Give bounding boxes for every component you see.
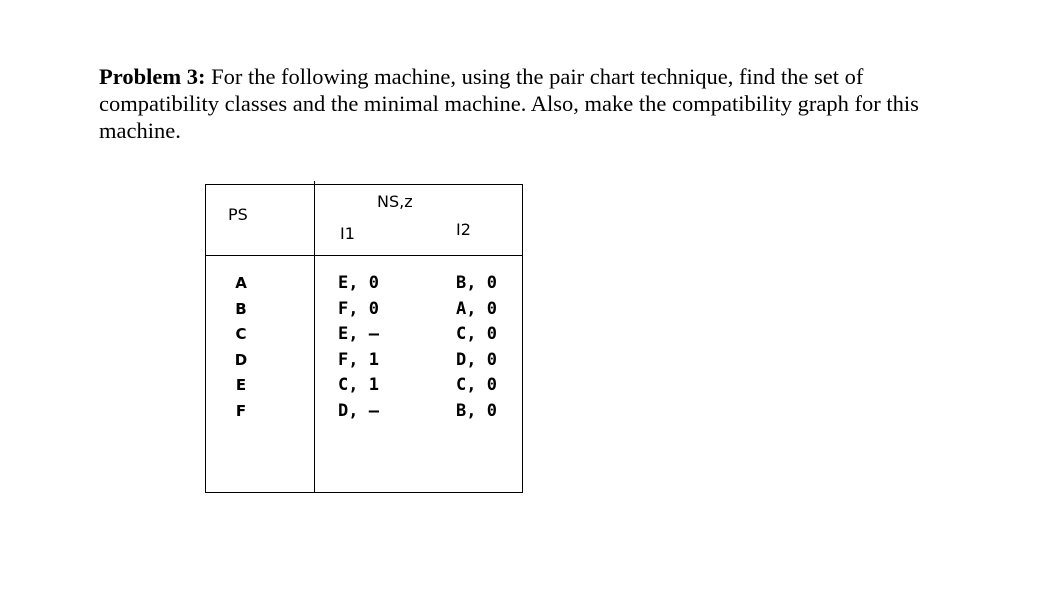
table-row-ps: C — [235, 325, 247, 344]
table-cell-i2: B, 0 — [456, 400, 497, 421]
i2-column — [456, 271, 497, 425]
header-ps: PS — [228, 205, 248, 224]
table-cell-i2: A, 0 — [456, 298, 497, 319]
column-divider — [314, 181, 315, 492]
header-ns: NS,z — [377, 192, 413, 211]
table-cell-i2: D, 0 — [456, 349, 497, 370]
header-i2: I2 — [456, 220, 471, 239]
table-row-ps: D — [234, 350, 248, 369]
table-row-ps: A — [235, 274, 247, 292]
table-cell-i1: E, 0 — [338, 273, 379, 293]
header-divider — [206, 255, 522, 256]
table-cell-i1: E, – — [338, 324, 379, 345]
table-row-ps: F — [235, 401, 247, 420]
state-table — [205, 184, 523, 493]
problem-statement — [99, 63, 939, 144]
table-row-ps: B — [235, 299, 247, 318]
table-cell-i1: F, 1 — [338, 349, 379, 370]
header-i1: I1 — [340, 224, 355, 243]
table-cell-i2: C, 0 — [456, 375, 497, 396]
ps-column — [226, 271, 256, 425]
table-row-ps: E — [235, 376, 247, 395]
table-cell-i2: B, 0 — [456, 273, 497, 293]
table-cell-i1: C, 1 — [338, 375, 379, 396]
table-cell-i1: D, – — [338, 400, 379, 421]
problem-label: Problem 3: — [99, 64, 206, 89]
table-cell-i1: F, 0 — [338, 298, 379, 319]
problem-text: For the following machine, using the pair chart technique, find the set of compatibility classes and the minimal machine. Also, make the compatibility graph for this machine. — [99, 64, 919, 143]
table-cell-i2: C, 0 — [456, 324, 497, 345]
i1-column — [338, 271, 379, 425]
